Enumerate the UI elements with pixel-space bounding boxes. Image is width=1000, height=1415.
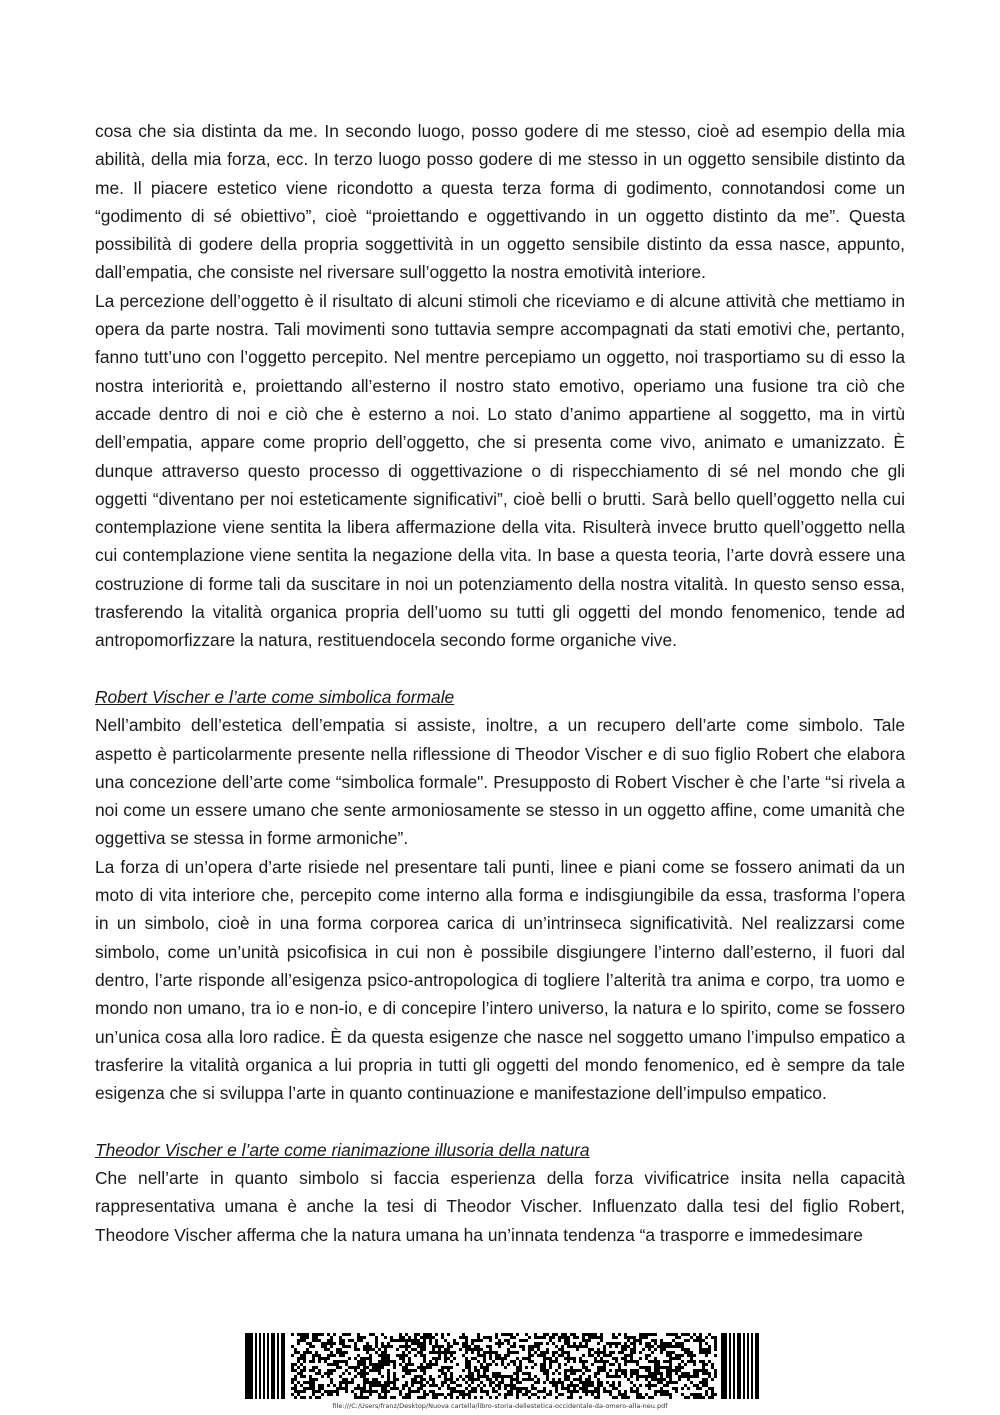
paragraph-spacer <box>95 1107 905 1135</box>
paragraph: cosa che sia distinta da me. In secondo luogo, posso godere di me stesso, cioè ad esempio della mia abilità, della mia forza, ecc. In terzo luogo posso godere di me stesso in un oggetto sensibile distinto da me. Il piacere estetico viene ricondotto a questa terza forma di godimento, connotandosi come un “godimento di sé obiettivo”, cioè “proiettando e oggettivando in un oggetto distinto da me”. Questa possibilità di godere della propria soggettività in un oggetto sensibile distinto da essa nasce, appunto, dall’empatia, che consiste nel riversare sull’oggetto la nostra emotività interiore. <box>95 121 905 283</box>
barcode-image <box>245 1333 759 1399</box>
paragraph-spacer <box>95 655 905 683</box>
section-heading: Theodor Vischer e l’arte come rianimazione illusoria della natura <box>95 1139 590 1160</box>
paragraph: Che nell’arte in quanto simbolo si faccia esperienza della forza vivificatrice insita nella capacità rappresentativa umana è anche la tesi di Theodor Vischer. Influenzato dalla tesi del figlio Robert, Theodore Vischer afferma che la natura umana ha un’innata tendenza “a trasporre e immedesimare <box>95 1167 905 1245</box>
paragraph: La percezione dell’oggetto è il risultato di alcuni stimoli che riceviamo e di alcune attività che mettiamo in opera da parte nostra. Tali movimenti sono tuttavia sempre accompagnati da stati emotivi che, pertanto, fanno tutt’uno con l’oggetto percepito. Nel mentre percepiamo un oggetto, noi trasportiamo su di esso la nostra interiorità e, proiettando all’esterno il nostro stato emotivo, operiamo una fusione tra ciò che accade dentro di noi e ciò che è esterno a noi. Lo stato d’animo appartiene al soggetto, ma in virtù dell’empatia, appare come proprio dell’oggetto, che si presenta come vivo, animato e umanizzato. È dunque attraverso questo processo di oggettivazione o di rispecchiamento di sé nel mondo che gli oggetti “diventano per noi esteticamente significativi”, cioè belli o brutti. Sarà bello quell’oggetto nella cui contemplazione viene sentita la libera affermazione della vita. Risulterà invece brutto quell’oggetto nella cui contemplazione viene sentita la negazione della vita. In base a questa teoria, l’arte dovrà essere una costruzione di forme tali da suscitare in noi un potenziamento della nostra vitalità. In questo senso essa, trasferendo la vitalità organica propria dell’uomo su tutti gli oggetti del mondo fenomenico, tende ad antropomorfizzare la natura, restituendocela secondo forme organiche vive. <box>95 290 905 651</box>
paragraph: Nell’ambito dell’estetica dell’empatia si assiste, inoltre, a un recupero dell’arte come simbolo. Tale aspetto è particolarmente presente nella riflessione di Theodor Vischer e di suo figlio Robert che elabora una concezione dell’arte come “simbolica formale". Presupposto di Robert Vischer è che l’arte “si rivela a noi come un essere umano che sente armoniosamente se stesso in un oggetto affine, come umanità che oggettiva se stessa in forme armoniche”. <box>95 715 905 849</box>
paragraph: La forza di un’opera d’arte risiede nel presentare tali punti, linee e piani come se fossero animati da un moto di vita interiore che, percepito come interno alla forma e indisgiungibile da essa, trasforma l’opera in un simbolo, cioè in una forma corporea carica di un’intrinseca significatività. Nel realizzarsi come simbolo, come un’unità psicofisica in cui non è possibile disgiungere l’interno dall’esterno, il fuori dal dentro, l’arte risponde all’esigenza psico-antropologica di togliere l’alterità tra anima e corpo, tra uomo e mondo non umano, tra io e non-io, e di concepire l’intero universo, la natura e lo spirito, come se fossero un’unica cosa alla loro radice. È da questa esigenze che nasce nel soggetto umano l’impulso empatico a trasferire la vitalità organica a lui propria in tutti gli oggetti del mondo fenomenico, ed è sempre da tale esigenza che si sviluppa l’arte in quanto continuazione e manifestazione dell’impulso empatico. <box>95 856 905 1104</box>
document-body <box>95 117 905 1249</box>
section-heading: Robert Vischer e l’arte come simbolica formale <box>95 686 455 707</box>
file-path-footer: file:///C:/Users/franz/Desktop/Nuova cartella/libro-storia-dellestetica-occidentale-da-omero-alla-neu.pdf <box>332 1402 668 1410</box>
